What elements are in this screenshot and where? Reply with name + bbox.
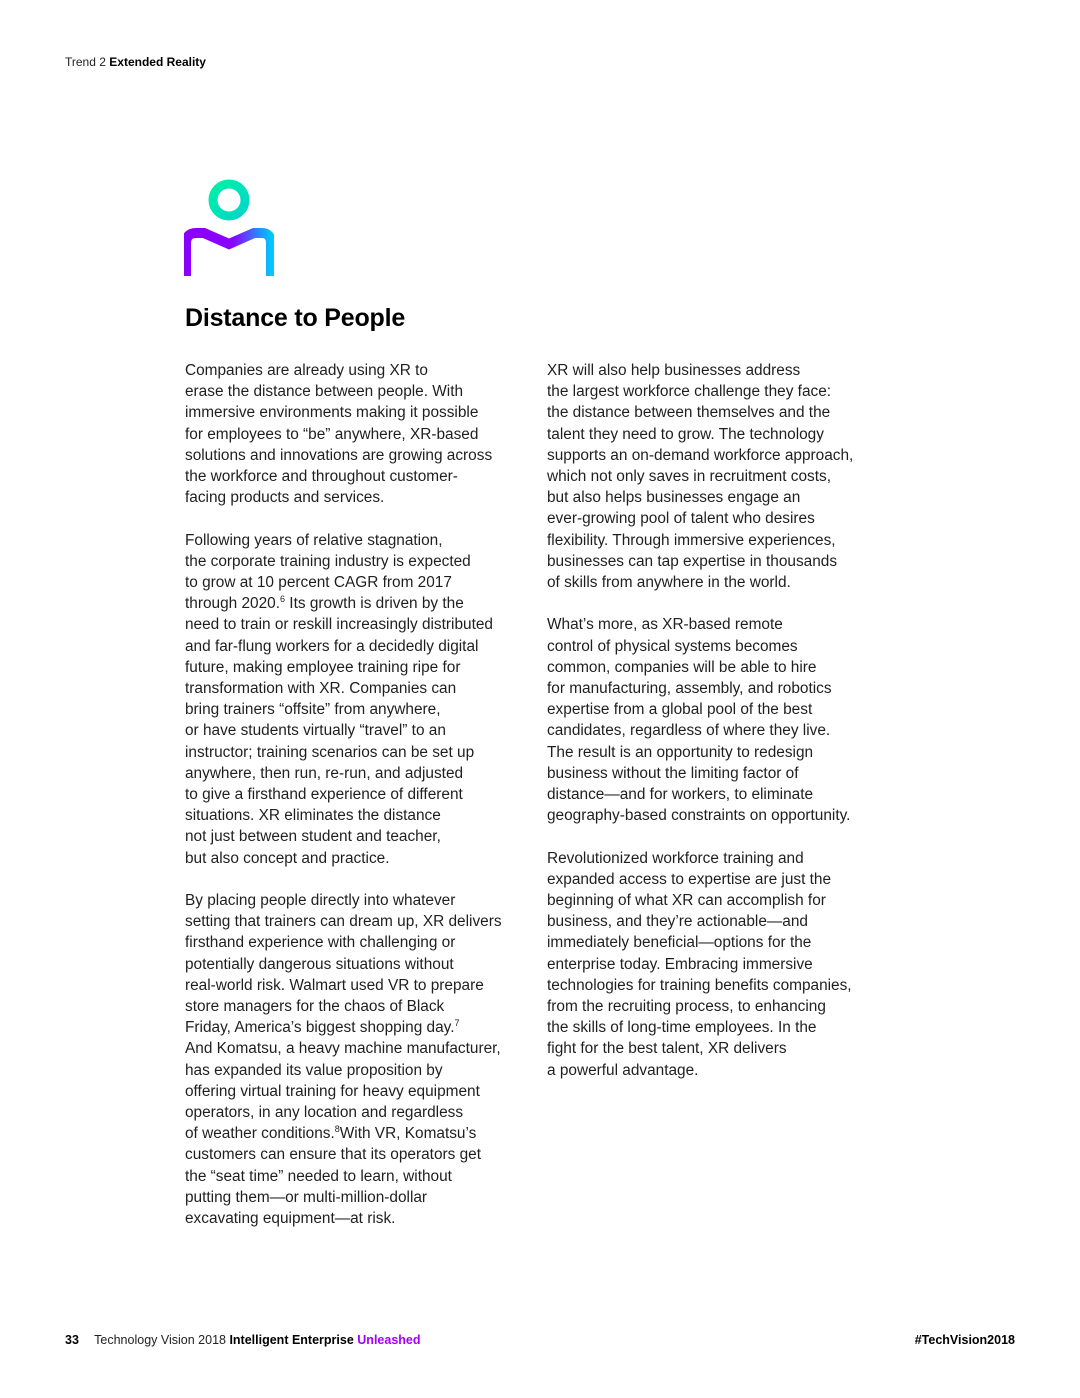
page-number: 33 — [65, 1333, 79, 1347]
text-line: beginning of what XR can accomplish for — [547, 892, 826, 910]
text-line: offering virtual training for heavy equipment — [185, 1082, 480, 1100]
text-line: which not only saves in recruitment costs, — [547, 468, 831, 486]
text-line: XR will also help businesses address — [547, 362, 801, 379]
text-line: store managers for the chaos of Black — [185, 998, 445, 1016]
trend-title: Extended Reality — [109, 55, 206, 69]
text-line: talent they need to grow. The technology — [547, 425, 824, 443]
footnote-ref: 7 — [454, 1018, 460, 1029]
text-line — [185, 1123, 530, 1144]
report-title-accent: Unleashed — [357, 1333, 421, 1347]
text-line: technologies for training benefits companies, — [547, 976, 852, 994]
text-line: to grow at 10 percent CAGR from 2017 — [185, 574, 452, 592]
text-line: but also helps businesses engage an — [547, 489, 801, 507]
text-fragment: through 2020. — [185, 595, 280, 613]
text-line: the workforce and throughout customer- — [185, 468, 458, 486]
text-line: candidates, regardless of where they live. — [547, 722, 831, 740]
text-line: but also concept and practice. — [185, 849, 390, 867]
report-title: Intelligent Enterprise — [229, 1333, 354, 1347]
text-line: business without the limiting factor of — [547, 764, 799, 782]
publication-name: Technology Vision 2018 — [94, 1333, 226, 1347]
text-line: distance—and for workers, to eliminate — [547, 786, 814, 804]
paragraph — [547, 848, 892, 1081]
text-line: businesses can tap expertise in thousands — [547, 552, 838, 570]
text-line: flexibility. Through immersive experiences, — [547, 531, 836, 549]
text-line: immediately beneficial—options for the — [547, 934, 812, 952]
text-line: to give a firsthand experience of different — [185, 786, 463, 804]
text-fragment: With VR, Komatsu’s — [339, 1125, 477, 1143]
text-line: Revolutionized workforce training and — [547, 849, 804, 867]
text-line: expanded access to expertise are just the — [547, 870, 832, 888]
text-line: anywhere, then run, re-run, and adjusted — [185, 764, 464, 782]
text-line: situations. XR eliminates the distance — [185, 807, 441, 825]
footnote-ref: 8 — [334, 1124, 340, 1135]
text-line: enterprise today. Embracing immersive — [547, 955, 813, 973]
text-line: And Komatsu, a heavy machine manufacturer, — [185, 1040, 501, 1058]
text-line: need to train or reskill increasingly distributed — [185, 616, 493, 634]
text-line: the largest workforce challenge they face: — [547, 383, 832, 401]
text-line: customers can ensure that its operators get — [185, 1146, 481, 1164]
trend-prefix: Trend 2 — [65, 55, 106, 69]
text-line: erase the distance between people. With — [185, 383, 464, 401]
text-line: and far-flung workers for a decidedly digital — [185, 637, 479, 655]
text-line: of skills from anywhere in the world. — [547, 574, 791, 592]
text-line: supports an on-demand workforce approach, — [547, 446, 854, 464]
text-fragment: of weather conditions. — [185, 1125, 335, 1143]
text-fragment: Its growth is driven by the — [285, 595, 464, 613]
text-line: ever-growing pool of talent who desires — [547, 510, 815, 528]
text-line: What’s more, as XR-based remote — [547, 616, 783, 634]
text-line: the corporate training industry is expected — [185, 552, 471, 570]
right-column — [547, 360, 892, 1102]
text-line: expertise from a global pool of the best — [547, 701, 813, 719]
text-line: common, companies will be able to hire — [547, 658, 817, 676]
text-line: the skills of long-time employees. In the — [547, 1019, 817, 1037]
text-line: facing products and services. — [185, 489, 385, 507]
paragraph — [185, 360, 530, 508]
text-line: not just between student and teacher, — [185, 828, 441, 846]
text-line: control of physical systems becomes — [547, 637, 798, 655]
paragraph — [547, 614, 892, 826]
text-fragment: Friday, America’s biggest shopping day. — [185, 1019, 455, 1037]
paragraph — [547, 360, 892, 593]
footer-left — [65, 1333, 421, 1347]
section-title: Distance to People — [185, 304, 406, 332]
text-line: the distance between themselves and the — [547, 404, 831, 422]
text-line: Companies are already using XR to — [185, 362, 428, 379]
text-line: geography-based constraints on opportunity. — [547, 807, 851, 825]
person-icon — [184, 178, 274, 278]
text-line: immersive environments making it possible — [185, 404, 479, 422]
text-line: By placing people directly into whatever — [185, 892, 456, 910]
text-line: business, and they’re actionable—and — [547, 913, 808, 931]
text-line: operators, in any location and regardless — [185, 1104, 464, 1122]
text-line: potentially dangerous situations without — [185, 955, 454, 973]
text-line: has expanded its value proposition by — [185, 1061, 443, 1079]
running-head — [65, 55, 206, 69]
text-line: firsthand experience with challenging or — [185, 934, 456, 952]
text-line: The result is an opportunity to redesign — [547, 743, 814, 761]
text-line: the “seat time” needed to learn, without — [185, 1167, 452, 1185]
text-line: putting them—or multi-million-dollar — [185, 1188, 428, 1206]
text-line: from the recruiting process, to enhancing — [547, 998, 826, 1016]
text-line: excavating equipment—at risk. — [185, 1210, 396, 1228]
text-line: future, making employee training ripe for — [185, 658, 461, 676]
text-line: real-world risk. Walmart used VR to prepare — [185, 976, 484, 994]
text-line: instructor; training scenarios can be set up — [185, 743, 475, 761]
text-line: setting that trainers can dream up, XR delivers — [185, 913, 502, 931]
text-line: or have students virtually “travel” to an — [185, 722, 446, 740]
text-line: fight for the best talent, XR delivers — [547, 1040, 787, 1058]
footnote-ref: 6 — [280, 594, 286, 605]
text-line: solutions and innovations are growing across — [185, 446, 493, 464]
text-line: a powerful advantage. — [547, 1061, 699, 1079]
left-column — [185, 360, 530, 1250]
text-line — [185, 1017, 530, 1038]
hashtag: #TechVision2018 — [914, 1333, 1015, 1347]
text-line: for manufacturing, assembly, and robotics — [547, 680, 832, 698]
text-line — [185, 593, 530, 614]
text-line: Following years of relative stagnation, — [185, 531, 443, 549]
text-line: for employees to “be” anywhere, XR-based — [185, 425, 479, 443]
text-line: transformation with XR. Companies can — [185, 680, 457, 698]
paragraph — [185, 530, 530, 869]
paragraph — [185, 890, 530, 1229]
text-line: bring trainers “offsite” from anywhere, — [185, 701, 441, 719]
